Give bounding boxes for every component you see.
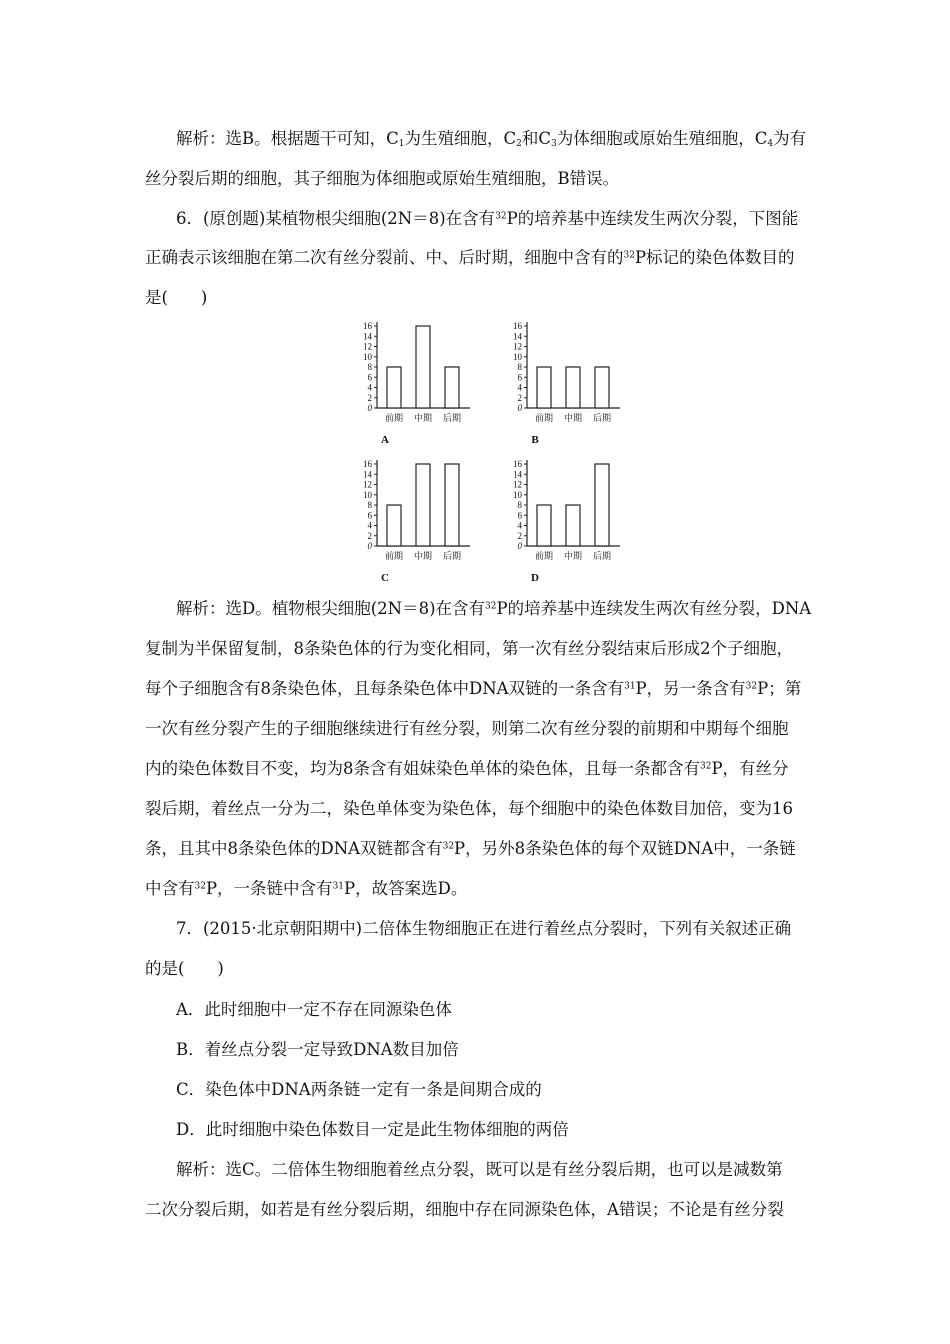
- explanation-6-line-1: 解析：选D。植物根尖细胞(2N＝8)在含有$^{32}$P的培养基中连续发生两次有丝分裂，DNA: [176, 599, 812, 618]
- chart-d-bar: [566, 505, 580, 546]
- chart-a-y-tick-label: 16: [363, 321, 372, 331]
- chart-a-category-label: 后期: [442, 413, 462, 423]
- chart-c-bar: [387, 505, 401, 546]
- question-6-line-2: 正确表示该细胞在第二次有丝分裂前、中、后时期，细胞中含有的$^{32}$P标记的染色体数目的: [145, 248, 795, 267]
- explanation-6-line-7: 条，且其中8条染色体的DNA双链都含有$^{32}$P，另外8条染色体的每个双链DNA中，一条链: [145, 839, 796, 858]
- explanation-5-line-2: 丝分裂后期的细胞，其子细胞为体细胞或原始生殖细胞，B错误。: [145, 169, 620, 188]
- chart-c-y-tick-label: 12: [363, 479, 372, 490]
- chart-d-y-tick-label: 16: [513, 459, 522, 469]
- explanation-6-line-4: 一次有丝分裂产生的子细胞继续进行有丝分裂，则第二次有丝分裂的前期和中期每个细胞: [145, 719, 789, 738]
- explanation-6-line-2: 复制为半保留复制，8条染色体的行为变化相同，第一次有丝分裂结束后形成2个子细胞，: [145, 639, 793, 658]
- chart-b-title: B: [531, 434, 539, 446]
- chart-d-category-label: 后期: [592, 551, 612, 561]
- chart-d-title: D: [531, 572, 539, 584]
- option-d: D．此时细胞中染色体数目一定是此生物体细胞的两倍: [176, 1120, 569, 1139]
- chart-a-category-label: 前期: [384, 413, 404, 423]
- chart-d-bar: [595, 464, 609, 546]
- chart-b-y-tick-label: 12: [513, 341, 522, 352]
- chart-d-y-tick-label: 0: [517, 541, 522, 551]
- chart-a-y-tick-label: 14: [363, 331, 372, 342]
- chart-b-y-tick-label: 16: [513, 321, 522, 331]
- chart-c-y-tick-label: 6: [367, 510, 372, 521]
- option-c: C．染色体中DNA两条链一定有一条是间期合成的: [176, 1080, 542, 1099]
- chart-b-y-tick-label: 0: [517, 403, 522, 413]
- chart-b-y-tick-label: 4: [517, 382, 522, 393]
- chart-b-y-tick-label: 6: [517, 372, 522, 383]
- chart-c-y-tick-label: 2: [367, 530, 372, 541]
- chart-c-category-label: 前期: [384, 551, 404, 561]
- explanation-7-line-1: 解析：选C。二倍体生物细胞着丝点分裂，既可以是有丝分裂后期，也可以是减数第: [176, 1160, 783, 1179]
- chart-c-y-tick-label: 8: [367, 500, 372, 510]
- explanation-6-line-6: 裂后期，着丝点一分为二，染色单体变为染色体，每个细胞中的染色体数目加倍，变为16: [145, 799, 793, 818]
- chart-a-bar: [445, 367, 459, 408]
- chart-b-bar: [537, 367, 551, 408]
- question-6-line-3: 是( ): [145, 288, 208, 307]
- chart-a-bar: [416, 326, 430, 408]
- chart-b-bar: [566, 367, 580, 408]
- chart-d-y-tick-label: 8: [517, 500, 522, 510]
- chart-d-category-label: 前期: [534, 551, 554, 561]
- explanation-7-line-2: 二次分裂后期，如若是有丝分裂后期，细胞中存在同源染色体，A错误；不论是有丝分裂: [145, 1200, 784, 1219]
- chart-d-y-tick-label: 12: [513, 479, 522, 490]
- chart-a-y-tick-label: 4: [367, 382, 372, 393]
- chart-a-y-tick-label: 10: [363, 351, 372, 362]
- chart-b-category-label: 后期: [592, 413, 612, 423]
- chart-b-category-label: 前期: [534, 413, 554, 423]
- explanation-6-line-5: 内的染色体数目不变，均为8条含有姐妹染色单体的染色体，且每一条都含有$^{32}$P，有丝分: [145, 759, 789, 778]
- chart-b-y-tick-label: 8: [517, 362, 522, 372]
- chart-c-y-tick-label: 4: [367, 520, 372, 531]
- chart-d-y-tick-label: 2: [517, 530, 522, 541]
- chart-a-title: A: [381, 434, 389, 446]
- chart-a-bar: [387, 367, 401, 408]
- chart-a-category-label: 中期: [413, 413, 433, 423]
- chart-d-y-tick-label: 10: [513, 489, 522, 500]
- chart-a-y-tick-label: 2: [367, 392, 372, 403]
- question-6-line-1: 6．(原创题)某植物根尖细胞(2N＝8)在含有$^{32}$P的培养基中连续发生两次分裂，下图能: [176, 209, 799, 228]
- chart-c-category-label: 中期: [413, 551, 433, 561]
- chart-d-y-tick-label: 6: [517, 510, 522, 521]
- explanation-5-line-1: 解析：选B。根据题干可知，$C_1$为生殖细胞，$C_2$和$C_3$为体细胞或原始生殖细胞，$C_4$为有: [176, 129, 807, 149]
- option-a: A．此时细胞中一定不存在同源染色体: [176, 1000, 452, 1019]
- chart-c-bar: [445, 464, 459, 546]
- chart-b-category-label: 中期: [563, 413, 583, 423]
- chart-a-y-tick-label: 12: [363, 341, 372, 352]
- chart-d-category-label: 中期: [563, 551, 583, 561]
- question-7-line-1: 7．(2015·北京朝阳期中)二倍体生物细胞正在进行着丝点分裂时，下列有关叙述正确: [176, 919, 792, 938]
- chart-b-y-tick-label: 2: [517, 392, 522, 403]
- chart-c-category-label: 后期: [442, 551, 462, 561]
- chart-c-y-tick-label: 14: [363, 469, 372, 480]
- chart-a-y-tick-label: 8: [367, 362, 372, 372]
- chart-c-y-tick-label: 16: [363, 459, 372, 469]
- chart-a-y-tick-label: 6: [367, 372, 372, 383]
- chart-c-bar: [416, 464, 430, 546]
- chart-d-y-tick-label: 4: [517, 520, 522, 531]
- chart-b-bar: [595, 367, 609, 408]
- chart-c-y-tick-label: 10: [363, 489, 372, 500]
- question-7-line-2: 的是( ): [145, 959, 224, 978]
- option-b: B．着丝点分裂一定导致DNA数目加倍: [176, 1040, 459, 1059]
- chart-d-y-tick-label: 14: [513, 469, 522, 480]
- explanation-6-line-8: 中含有$^{32}$P，一条链中含有$^{31}$P，故答案选D。: [145, 879, 468, 898]
- explanation-6-line-3: 每个子细胞含有8条染色体，且每条染色体中DNA双链的一条含有$^{31}$P，另一条含有$^{32}$P；第: [145, 679, 802, 698]
- chart-a-y-tick-label: 0: [367, 403, 372, 413]
- chart-b-y-tick-label: 14: [513, 331, 522, 342]
- chart-b-y-tick-label: 10: [513, 351, 522, 362]
- chart-c-title: C: [381, 572, 389, 584]
- chart-d-bar: [537, 505, 551, 546]
- chart-c-y-tick-label: 0: [367, 541, 372, 551]
